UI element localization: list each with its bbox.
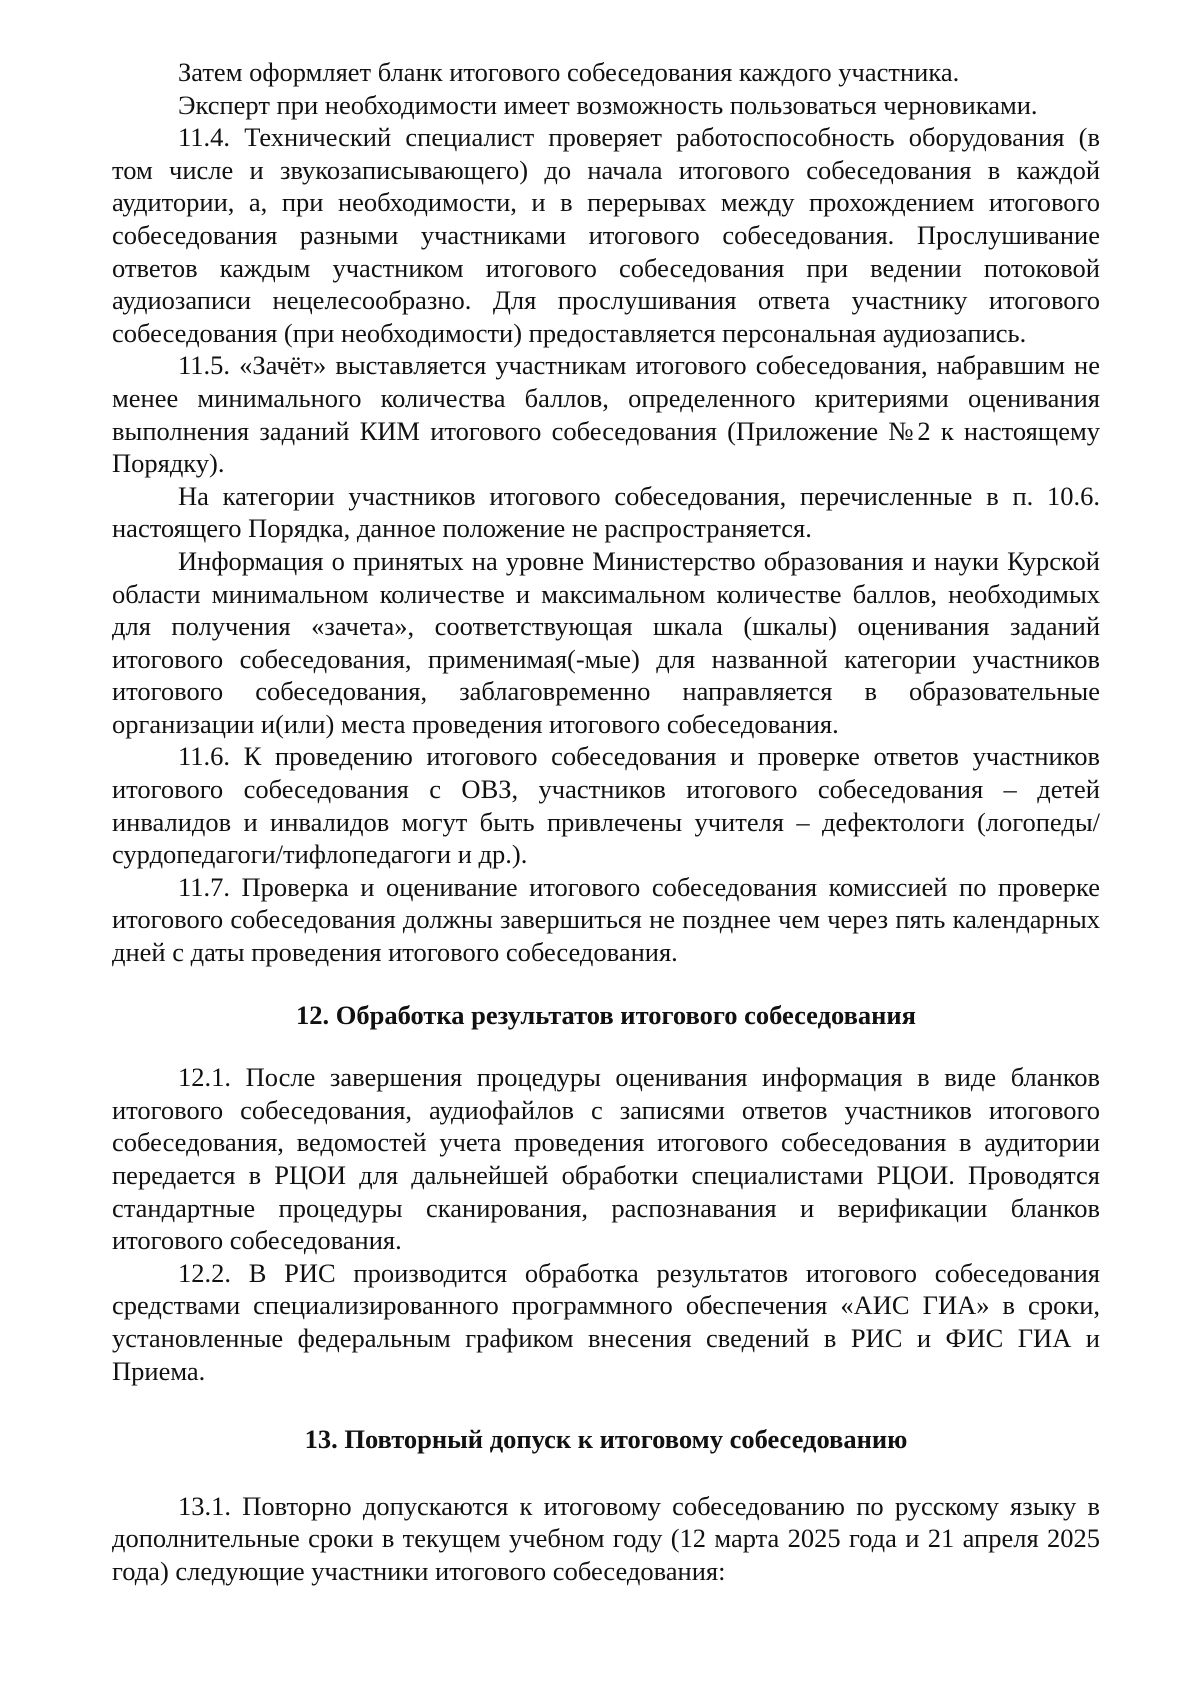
paragraph-11-4: 11.4. Технический специалист проверяет работоспособность оборудования (в том числе и звукозаписывающего) до начала итогового собеседования в каждой аудитории, а, при необходимости, и в перерывах между прохождением итогового собеседования разными участниками итогового собеседования. Прослушивание ответов каждым участником итогового собеседования при ведении потоковой аудиозаписи нецелесообразно. Для прослушивания ответа участнику итогового собеседования (при необходимости) предоставляется персональная аудиозапись. (112, 122, 1100, 348)
paragraph-12-1: 12.1. После завершения процедуры оценивания информация в виде бланков итогового собеседования, аудиофайлов с записями ответов участников итогового собеседования, ведомостей учета проведения итогового собеседования в аудитории передается в РЦОИ для дальнейшей обработки специалистами РЦОИ. Проводятся стандартные процедуры сканирования, распознавания и верификации бланков итогового собеседования. (112, 1062, 1100, 1256)
paragraph: Затем оформляет бланк итогового собеседования каждого участника. (178, 57, 960, 87)
paragraph-13-1: 13.1. Повторно допускаются к итоговому собеседованию по русскому языку в дополнительные сроки в текущем учебном году (12 марта 2025 года и 21 апреля 2025 года) следующие участники итогового собеседования: (112, 1490, 1100, 1586)
paragraph: Эксперт при необходимости имеет возможность пользоваться черновиками. (178, 89, 1038, 120)
paragraph-12-2: 12.2. В РИС производится обработка результатов итогового собеседования средствами специализированного программного обеспечения «АИС ГИА» в сроки, установленные федеральным графиком внесения сведений в РИС и ФИС ГИА и Приема. (112, 1257, 1100, 1386)
paragraph-11-7: 11.7. Проверка и оценивание итогового собеседования комиссией по проверке итогового собеседования должны завершиться не позднее чем через пять календарных дней с даты проведения итогового собеседования. (112, 871, 1100, 968)
document-page (112, 56, 1100, 1588)
paragraph: На категории участников итогового собеседования, перечисленные в п. 10.6. настоящего Порядка, данное положение не распространяется. (112, 480, 1100, 544)
section-12-heading: 12. Обработка результатов итогового собеседования (295, 999, 917, 1030)
paragraph: Информация о принятых на уровне Министерство образования и науки Курской области минимальном количестве и максимальном количестве баллов, необходимых для получения «зачета», соответствующая шкала (шкалы) оценивания заданий итогового собеседования, применимая(-мые) для названной категории участников итогового собеседования, заблаговременно направляется в образовательные организации и(или) места проведения итогового собеседования. (112, 545, 1100, 739)
section-13-heading: 13. Повторный допуск к итоговому собеседованию (304, 1424, 908, 1455)
paragraph-11-6: 11.6. К проведению итогового собеседования и проверке ответов участников итогового собеседования с ОВЗ, участников итогового собеседования – детей инвалидов и инвалидов могут быть привлечены учителя – дефектологи (логопеды/ сурдопедагоги/тифлопедагоги и др.). (112, 741, 1100, 870)
paragraph-11-5: 11.5. «Зачёт» выставляется участникам итогового собеседования, набравшим не менее минимального количества баллов, определенного критериями оценивания выполнения заданий КИМ итогового собеседования (Приложение №2 к настоящему Порядку). (112, 350, 1100, 479)
